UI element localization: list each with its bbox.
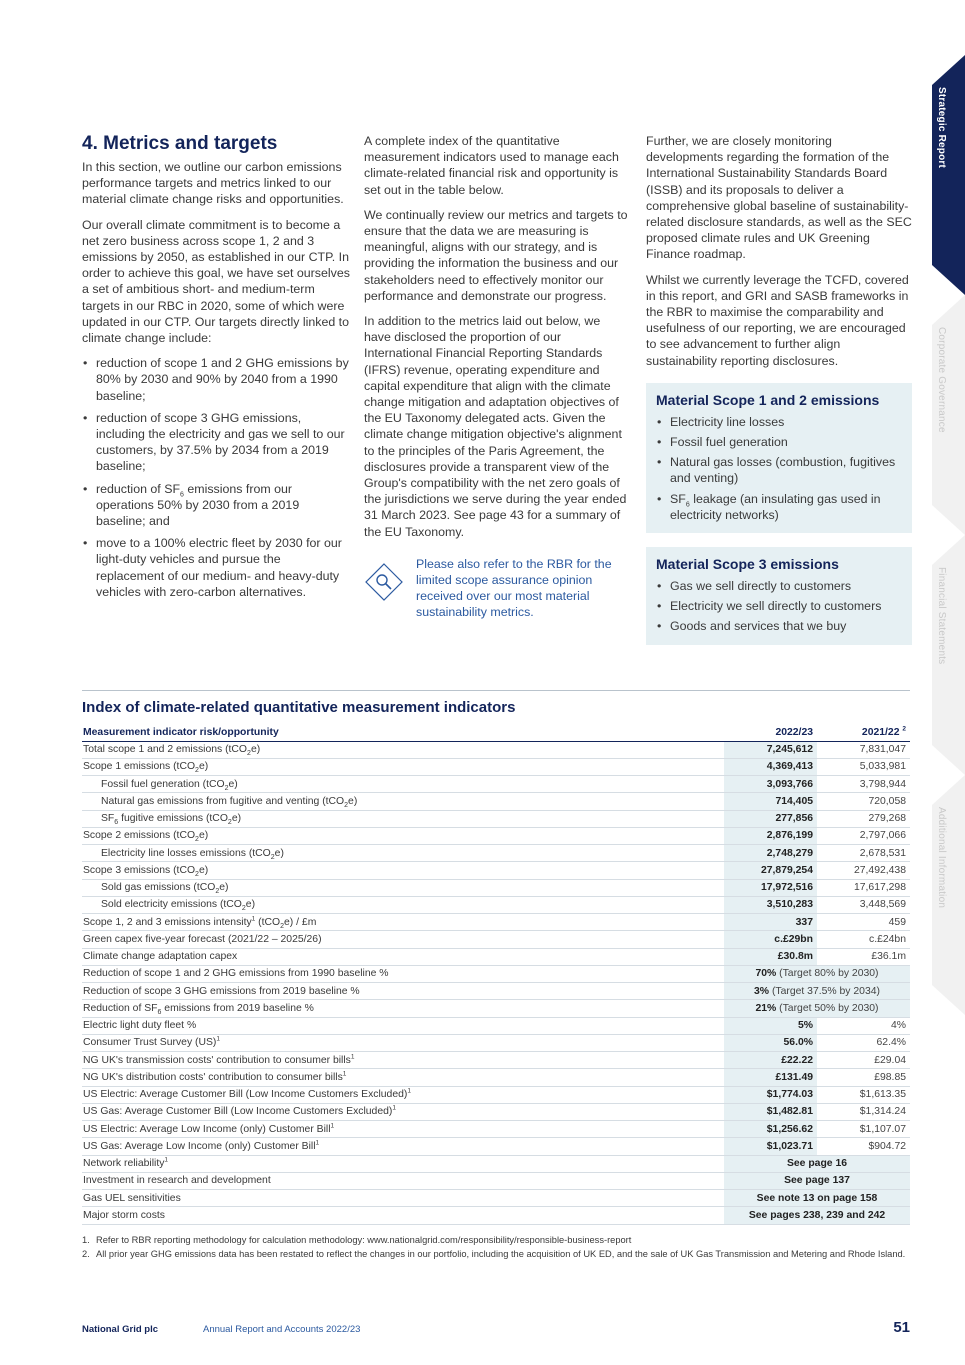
table-row: Sold gas emissions (tCO$_2$e) 17,972,516 17,617,298 [82, 879, 910, 896]
rbr-reference-text: Please also refer to the RBR for the limited scope assurance opinion received over our most material sustainability metrics. [416, 556, 612, 620]
table-row: Scope 1 emissions (tCO$_2$e) 4,369,413 5,033,981 [82, 758, 910, 775]
taxonomy-paragraph: In addition to the metrics laid out below, we have disclosed the proportion of our International Financial Reporting Standards (IFRS) revenue, operating expenditure and capital expenditure that align with the climate change mitigation and adaptation objectives of the EU Taxonomy delegated acts. Given the climate change mitigation objective's alignment to the principles of the Paris Agreement, the disclosures provide a transparent view of the Group's compatibility with the net zero goals of the jurisdictions we serve during the year ended 31 March 2023. See page 43 for a summary of the EU Taxonomy. [364, 314, 627, 539]
tab-label: Financial Statements [936, 567, 947, 665]
commitment-paragraph: Our overall climate commitment is to become a net zero business across scope 1, 2 and 3 emissions by 2050, as established in our CTP. In order to achieve this goal, we have set ourselves a set of ambitious short- and medium-term targets in our RBC in 2020, some of which were updated in our CTP. Our targets directly linked to climate change include: [82, 217, 350, 346]
targets-list [82, 355, 352, 600]
table-row: NG UK's distribution costs' contribution to consumer bills$^1$ £131.49 £98.85 [82, 1069, 910, 1086]
footnote: 2. All prior year GHG emissions data has been restated to reflect the changes in our portfolio, including the acquisition of UK ED, and the sale of UK Gas Transmission and Metering and Rhode Island. [82, 1248, 906, 1259]
table-row: Electricity line losses emissions (tCO$_2$e) 2,748,279 2,678,531 [82, 845, 910, 862]
table-row: Natural gas emissions from fugitive and venting (tCO$_2$e) 714,405 720,058 [82, 793, 910, 810]
tab-label: Additional Information [936, 807, 947, 909]
table-row: Total scope 1 and 2 emissions (tCO$_2$e) 7,245,612 7,831,047 [82, 741, 910, 758]
divider [82, 690, 910, 691]
section-tabs [932, 55, 965, 1055]
column-1 [82, 133, 352, 606]
list-item: • Gas we sell directly to customers [656, 578, 902, 594]
search-document-icon [364, 562, 404, 602]
scope3-panel [646, 547, 912, 645]
table-row: US Electric: Average Customer Bill (Low Income Customers Excluded)$^1$ $1,774.03 $1,613.35 [82, 1086, 910, 1103]
scope3-panel-title: Material Scope 3 emissions [656, 556, 839, 573]
tab-strategic-report[interactable] [932, 55, 965, 295]
tab-label: Corporate Governance [936, 327, 947, 433]
table-row: Sold electricity emissions (tCO$_2$e) 3,510,283 3,448,569 [82, 896, 910, 913]
target-scope3: • reduction of scope 3 GHG emissions, including the electricity and gas we sell to our customers, by 37.5% by 2034 from a 2019 baseline; [82, 410, 352, 475]
indicators-table-section [82, 690, 910, 1263]
column-2 [364, 133, 630, 621]
table-row: NG UK's transmission costs' contribution to consumer bills$^1$ £22.22 £29.04 [82, 1052, 910, 1069]
table-row: Scope 1, 2 and 3 emissions intensity$^1$ (tCO$_2$e) / £m 337 459 [82, 914, 910, 931]
list-item: • Electricity we sell directly to customers [656, 598, 902, 614]
page-number: 51 [893, 1319, 910, 1336]
list-item: • Fossil fuel generation [656, 434, 902, 450]
footer-report-title: Annual Report and Accounts 2022/23 [203, 1324, 361, 1335]
table-row: $SF_6$ fugitive emissions (tCO$_2$e) 277,856 279,268 [82, 810, 910, 827]
column-header-2022-23: 2022/23 [724, 725, 817, 741]
list-item: • Natural gas losses (combustion, fugitives and venting) [656, 454, 902, 486]
table-row: Climate change adaptation capex £30.8m £36.1m [82, 948, 910, 965]
list-item: • Electricity line losses [656, 414, 902, 430]
footnotes [82, 1235, 910, 1260]
list-item: • Goods and services that we buy [656, 618, 902, 634]
table-row: Green capex five-year forecast (2021/22 – 2025/26) c.£29bn c.£24bn [82, 931, 910, 948]
column-header-indicator: Measurement indicator risk/opportunity [82, 725, 724, 741]
issb-paragraph: Further, we are closely monitoring developments regarding the formation of the International Sustainability Standards Board (ISSB) and its proposals to deliver a comprehensive global baseline of sustainability-related disclosure standards, as well as the SEC proposed climate rules and UK Greening Finance roadmap. [646, 134, 912, 262]
table-row: US Gas: Average Low Income (only) Customer Bill$^1$ $1,023.71 $904.72 [82, 1138, 910, 1155]
target-scope12: • reduction of scope 1 and 2 GHG emissions by 80% by 2030 and 90% by 2040 from a 1990 baseline; [82, 355, 352, 404]
scope12-panel-title: Material Scope 1 and 2 emissions [656, 391, 880, 408]
table-row: Scope 3 emissions (tCO$_2$e) 27,879,254 27,492,438 [82, 862, 910, 879]
column-3 [646, 133, 912, 645]
tab-label: Strategic Report [936, 87, 947, 168]
list-item: • $SF_6$ leakage (an insulating gas used in electricity networks) [656, 491, 902, 523]
table-row: Reduction of $SF_6$ emissions from 2019 baseline % 21% (Target 50% by 2030) [82, 1000, 910, 1017]
review-paragraph: We continually review our metrics and targets to ensure that the data we are measuring is meaningful, aligns with our strategy, and is providing the information the business and our stakeholders need to effectively monitor our performance and demonstrate our progress. [364, 207, 628, 303]
table-row: Investment in research and development See page 137 [82, 1172, 910, 1189]
table-row: Fossil fuel generation (tCO$_2$e) 3,093,766 3,798,944 [82, 776, 910, 793]
table-row: Major storm costs See pages 238, 239 and 242 [82, 1207, 910, 1224]
target-sf6: • reduction of $SF_6$ emissions from our operations 50% by 2030 from a 2019 baseline; and [82, 481, 352, 530]
footer-brand: National Grid plc [82, 1324, 159, 1335]
section-title: 4. Metrics and targets [82, 133, 278, 154]
scope12-panel [646, 383, 912, 533]
table-row: US Electric: Average Low Income (only) Customer Bill$^1$ $1,256.62 $1,107.07 [82, 1121, 910, 1138]
intro-paragraph: In this section, we outline our carbon emissions performance targets and metrics linked to our material climate change risks and opportunities. [82, 160, 344, 207]
table-row: Consumer Trust Survey (US)$^1$ 56.0% 62.4% [82, 1034, 910, 1051]
table-row: Gas UEL sensitivities See note 13 on page 158 [82, 1190, 910, 1207]
frameworks-paragraph: Whilst we currently leverage the TCFD, covered in this report, and GRI and SASB frameworks in the RBR to maximise the comparability and usefulness of our reporting, we are encouraged to see advancement to further align sustainability reporting disclosures. [646, 272, 909, 368]
footnote: 1. Refer to RBR reporting methodology for calculation methodology: www.nationalgrid.com/responsibility/responsible-business-report [82, 1234, 632, 1245]
tab-additional-information[interactable] [932, 775, 965, 1015]
column-header-2021-22: 2021/22 $^2$ [817, 725, 910, 741]
table-row: US Gas: Average Customer Bill (Low Income Customers Excluded)$^1$ $1,482.81 $1,314.24 [82, 1103, 910, 1120]
table-row: Electric light duty fleet % 5% 4% [82, 1017, 910, 1034]
index-paragraph: A complete index of the quantitative measurement indicators used to manage each climate-related financial risk and opportunity is set out in the table below. [364, 134, 619, 197]
table-row: Scope 2 emissions (tCO$_2$e) 2,876,199 2,797,066 [82, 827, 910, 844]
tab-corporate-governance[interactable] [932, 295, 965, 535]
page-footer [82, 1319, 910, 1339]
indicators-table [82, 725, 910, 1225]
table-title: Index of climate-related quantitative measurement indicators [82, 699, 516, 716]
table-row: Network reliability$^1$ See page 16 [82, 1155, 910, 1172]
target-fleet: • move to a 100% electric fleet by 2030 for our light-duty vehicles and pursue the replacement of our medium- and heavy-duty vehicles with zero-carbon alternatives. [82, 535, 352, 600]
rbr-reference[interactable] [364, 556, 630, 621]
tab-financial-statements[interactable] [932, 535, 965, 775]
table-row: Reduction of scope 1 and 2 GHG emissions from 1990 baseline % 70% (Target 80% by 2030) [82, 965, 910, 982]
table-header-row [82, 725, 910, 741]
table-row: Reduction of scope 3 GHG emissions from 2019 baseline % 3% (Target 37.5% by 2034) [82, 983, 910, 1000]
